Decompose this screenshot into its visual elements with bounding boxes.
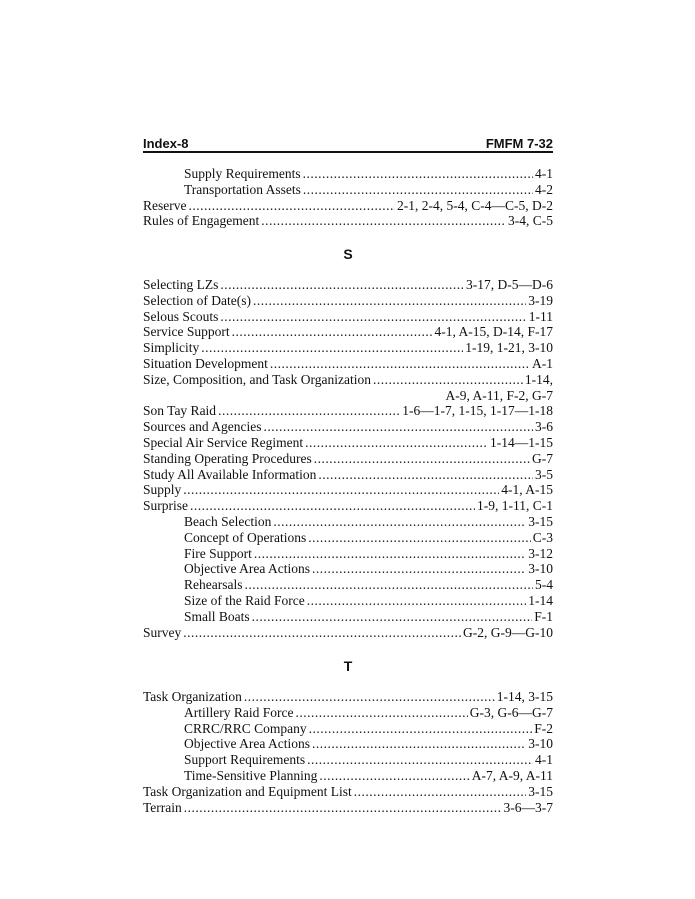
page-number-label: Index-8 bbox=[143, 136, 189, 151]
index-term: Selecting LZs bbox=[143, 277, 219, 292]
dot-leader bbox=[295, 705, 467, 721]
index-term: Beach Selection bbox=[184, 514, 272, 529]
index-term: Objective Area Actions bbox=[184, 561, 310, 577]
index-subentry bbox=[184, 577, 553, 593]
index-page-refs: A-9, A-11, F-2, G-7 bbox=[445, 387, 553, 403]
index-entry bbox=[143, 277, 553, 293]
index-page-refs: 1-14, 3-15 bbox=[496, 689, 553, 704]
index-entry bbox=[143, 372, 553, 388]
index-subentry bbox=[184, 530, 553, 546]
dot-leader bbox=[314, 451, 530, 467]
index-term: Situation Development bbox=[143, 356, 268, 371]
index-term: Task Organization bbox=[143, 689, 242, 704]
index-page-refs: 4-1 bbox=[535, 752, 553, 768]
index-subentry bbox=[184, 593, 553, 609]
dot-leader bbox=[218, 403, 400, 419]
index-page-refs: 2-1, 2-4, 5-4, C-4—C-5, D-2 bbox=[397, 197, 553, 213]
dot-leader bbox=[307, 593, 527, 609]
index-page-refs: 3-4, C-5 bbox=[508, 213, 553, 229]
page-header bbox=[143, 136, 553, 153]
dot-leader bbox=[273, 514, 526, 530]
index-term: Support Requirements bbox=[184, 752, 306, 768]
index-page-refs: 1-14 bbox=[528, 593, 553, 608]
dot-leader bbox=[261, 213, 506, 229]
dot-leader bbox=[201, 340, 463, 356]
dot-leader bbox=[244, 689, 495, 705]
index-term: Task Organization and Equipment List bbox=[143, 783, 352, 799]
index-term: Reserve bbox=[143, 197, 187, 213]
dot-leader bbox=[309, 721, 533, 737]
dot-leader bbox=[305, 435, 488, 451]
index-page-refs: 1-19, 1-21, 3-10 bbox=[465, 340, 553, 356]
document-id-label: FMFM 7-32 bbox=[485, 136, 553, 151]
dot-leader bbox=[312, 736, 526, 752]
index-entry bbox=[143, 293, 553, 309]
index-term: Survey bbox=[143, 624, 182, 640]
index-term: Rules of Engagement bbox=[143, 213, 260, 229]
index-page-refs: 3-10 bbox=[528, 561, 553, 577]
index-page-refs: C-3 bbox=[532, 529, 553, 545]
index-term: Study All Available Information bbox=[143, 466, 317, 482]
index-entry bbox=[143, 356, 553, 372]
index-term: Simplicity bbox=[143, 340, 200, 356]
index-entry bbox=[143, 498, 553, 514]
index-page-refs: 3-12 bbox=[528, 545, 553, 561]
dot-leader bbox=[318, 467, 533, 483]
dot-leader bbox=[188, 198, 395, 214]
index-entry bbox=[143, 467, 553, 483]
index-page-refs: 1-6—1-7, 1-15, 1-17—1-18 bbox=[402, 403, 553, 419]
dot-leader bbox=[308, 530, 531, 546]
index-entry bbox=[143, 213, 553, 229]
dot-leader bbox=[254, 546, 526, 562]
index-page-refs: A-7, A-9, A-11 bbox=[471, 768, 553, 783]
index-entry bbox=[143, 451, 553, 467]
index-term: Son Tay Raid bbox=[143, 403, 217, 419]
index-term: Supply Requirements bbox=[184, 166, 301, 181]
index-page-refs: 4-1 bbox=[535, 166, 553, 181]
dot-leader bbox=[244, 577, 533, 593]
index-page-refs: 3-19 bbox=[528, 292, 553, 308]
index-entry bbox=[143, 625, 553, 641]
index-page-refs: F-2 bbox=[534, 720, 553, 736]
index-term: Small Boats bbox=[184, 608, 250, 624]
index-term: Standing Operating Procedures bbox=[143, 450, 312, 466]
dot-leader bbox=[252, 609, 533, 625]
index-page-refs: 4-1, A-15, D-14, F-17 bbox=[434, 324, 553, 340]
index-term: CRRC/RRC Company bbox=[184, 720, 307, 736]
dot-leader bbox=[183, 625, 461, 641]
index-subentry bbox=[184, 705, 553, 721]
index-term: Service Support bbox=[143, 324, 230, 340]
index-page-refs: 1-14—1-15 bbox=[490, 435, 553, 450]
index-term: Rehearsals bbox=[184, 577, 243, 593]
index-term: Artillery Raid Force bbox=[184, 704, 294, 720]
index-entry bbox=[143, 482, 553, 498]
dot-leader bbox=[303, 166, 533, 182]
index-page-refs: 1-11 bbox=[528, 308, 553, 324]
index-entry bbox=[143, 800, 553, 816]
index-term: Supply bbox=[143, 482, 182, 498]
dot-leader bbox=[319, 768, 469, 784]
index-term: Selous Scouts bbox=[143, 308, 219, 324]
index-page-refs: F-1 bbox=[534, 608, 553, 624]
index-subentry bbox=[184, 166, 553, 182]
index-continuation-line bbox=[143, 388, 553, 404]
index-term: Surprise bbox=[143, 498, 188, 514]
dot-leader bbox=[232, 324, 433, 340]
index-subentry bbox=[184, 182, 553, 198]
index-entry bbox=[143, 784, 553, 800]
dot-leader bbox=[220, 277, 464, 293]
index-subentry bbox=[184, 721, 553, 737]
index-term: Time-Sensitive Planning bbox=[184, 768, 318, 783]
dot-leader bbox=[270, 356, 530, 372]
index-term: Selection of Date(s) bbox=[143, 292, 251, 308]
dot-leader bbox=[373, 372, 523, 388]
index-page-refs: G-3, G-6—G-7 bbox=[469, 704, 553, 720]
index-page-refs: 4-2 bbox=[535, 181, 553, 197]
index-subentry bbox=[184, 736, 553, 752]
index-entry bbox=[143, 689, 553, 705]
index-entry bbox=[143, 403, 553, 419]
index-page-refs: 1-14, bbox=[524, 371, 553, 387]
section-letter-heading: S bbox=[343, 246, 353, 262]
index-term: Fire Support bbox=[184, 545, 252, 561]
dot-leader bbox=[307, 752, 533, 768]
index-page-refs: G-7 bbox=[532, 450, 553, 466]
index-page-refs: 3-15 bbox=[528, 514, 553, 529]
index-subentry bbox=[184, 514, 553, 530]
dot-leader bbox=[190, 498, 475, 514]
index-subentry bbox=[184, 768, 553, 784]
index-entry bbox=[143, 435, 553, 451]
dot-leader bbox=[183, 482, 499, 498]
index-entry bbox=[143, 340, 553, 356]
index-page-refs: 3-6—3-7 bbox=[503, 799, 553, 815]
index-page-refs: 5-4 bbox=[535, 577, 553, 593]
index-page-refs: 3-6 bbox=[535, 419, 553, 435]
index-entry bbox=[143, 309, 553, 325]
index-page-refs: 3-15 bbox=[528, 783, 553, 799]
dot-leader bbox=[263, 419, 533, 435]
index-term: Size of the Raid Force bbox=[184, 593, 305, 608]
index-term: Size, Composition, and Task Organization bbox=[143, 371, 372, 387]
index-subentry bbox=[184, 546, 553, 562]
index-page-refs: 3-5 bbox=[535, 466, 553, 482]
index-page-refs: G-2, G-9—G-10 bbox=[463, 624, 553, 640]
dot-leader bbox=[354, 784, 526, 800]
index-subentry bbox=[184, 609, 553, 625]
index-term: Transportation Assets bbox=[184, 181, 301, 197]
index-page-refs: 1-9, 1-11, C-1 bbox=[477, 498, 553, 514]
dot-leader bbox=[303, 182, 533, 198]
index-page-refs: A-1 bbox=[532, 356, 553, 371]
index-term: Special Air Service Regiment bbox=[143, 435, 304, 450]
index-page-refs: 3-17, D-5—D-6 bbox=[466, 277, 553, 292]
dot-leader bbox=[220, 309, 526, 325]
index-entry bbox=[143, 324, 553, 340]
dot-leader bbox=[253, 293, 526, 309]
index-term: Terrain bbox=[143, 799, 182, 815]
index-entry bbox=[143, 198, 553, 214]
index-entry bbox=[143, 419, 553, 435]
index-term: Concept of Operations bbox=[184, 529, 307, 545]
index-term: Objective Area Actions bbox=[184, 736, 310, 752]
index-subentry bbox=[184, 752, 553, 768]
dot-leader bbox=[312, 561, 526, 577]
index-page-refs: 4-1, A-15 bbox=[501, 482, 553, 498]
index-page-refs: 3-10 bbox=[528, 736, 553, 752]
index-subentry bbox=[184, 561, 553, 577]
section-letter-heading: T bbox=[343, 658, 353, 674]
index-term: Sources and Agencies bbox=[143, 419, 262, 435]
dot-leader bbox=[184, 800, 502, 816]
